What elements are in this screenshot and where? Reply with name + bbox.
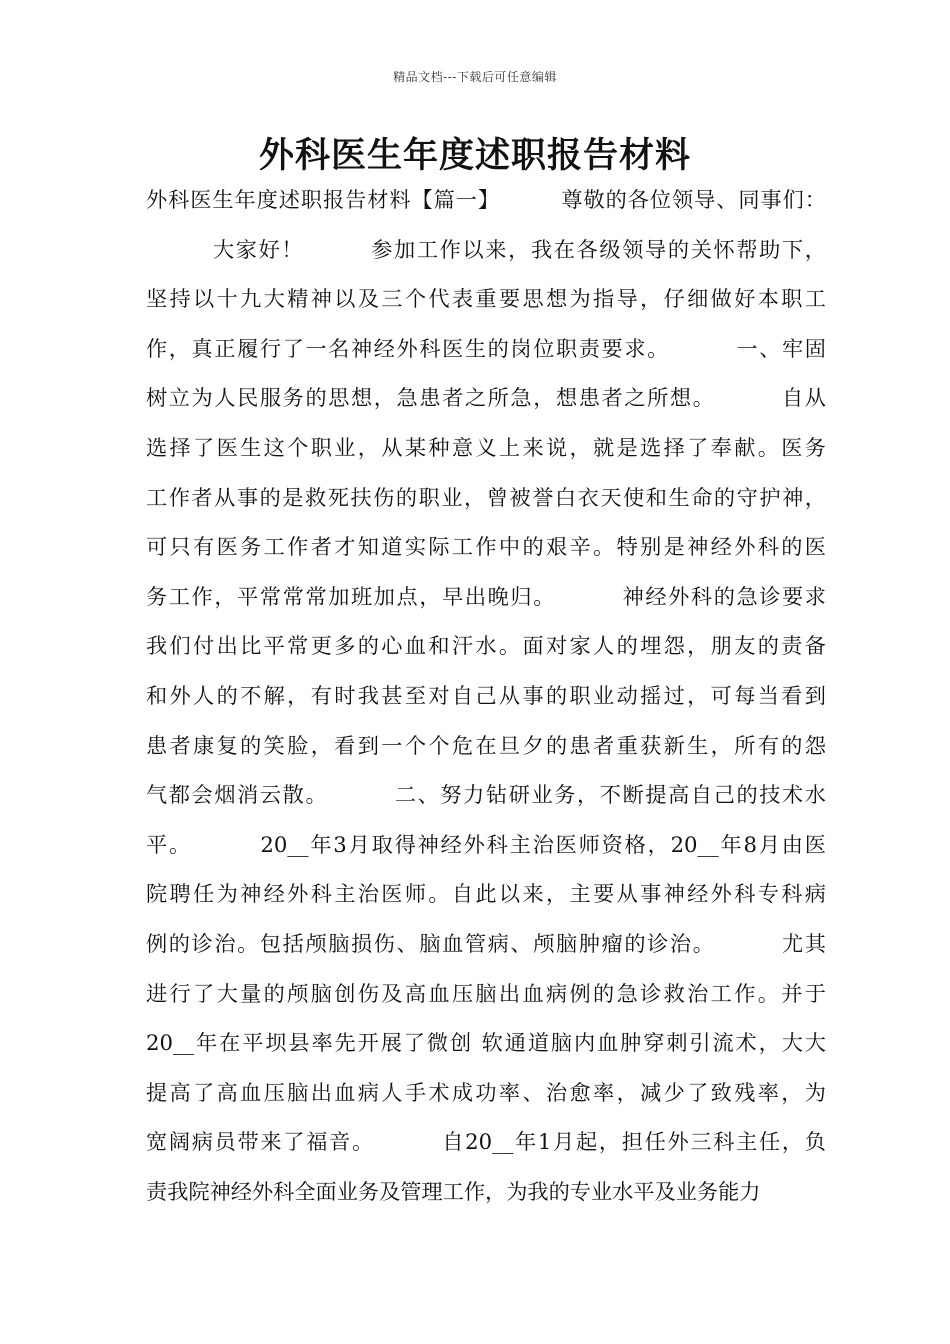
body-line: 坚持以十九大精神以及三个代表重要思想为指导，仔细做好本职工 [146,286,826,312]
body-line: 例的诊治。包括颅脑损伤、脑血管病、颅脑肿瘤的诊治。 尤其 [146,930,826,956]
body-line: 气都会烟消云散。 二、努力钻研业务，不断提高自己的技术水 [146,782,826,808]
body-line: 选择了医生这个职业，从某种意义上来说，就是选择了奉献。医务 [146,434,826,460]
body-line: 宽阔病员带来了福音。 自20__年1月起，担任外三科主任，负 [146,1129,826,1155]
body-line: 作，真正履行了一名神经外科医生的岗位职责要求。 一、牢固 [146,335,826,361]
body-line: 大家好！ 参加工作以来，我在各级领导的关怀帮助下， [146,236,826,262]
body-line: 和外人的不解，有时我甚至对自己从事的职业动摇过，可每当看到 [146,682,826,708]
document-title: 外科医生年度述职报告材料 [258,135,691,176]
body-line: 外科医生年度述职报告材料【篇一】 尊敬的各位领导、同事们： [146,187,826,212]
body-line: 务工作，平常常常加班加点，早出晚归。 神经外科的急诊要求 [146,583,826,609]
body-line: 院聘任为神经外科主治医师。自此以来，主要从事神经外科专科病 [146,881,826,907]
header-note: 精品文档---下载后可任意编辑 [393,70,557,84]
body-line: 患者康复的笑脸，看到一个个危在旦夕的患者重获新生，所有的怨 [146,732,826,758]
document-body [146,182,826,1223]
body-line: 平。 20__年3月取得神经外科主治医师资格，20__年8月由医 [146,831,826,857]
body-line: 我们付出比平常更多的心血和汗水。面对家人的埋怨，朋友的责备 [146,633,826,659]
body-line: 20__年在平坝县率先开展了微创 软通道脑内血肿穿刺引流术，大大 [146,1030,826,1056]
body-line: 树立为人民服务的思想，急患者之所急，想患者之所想。 自从 [146,385,826,411]
body-line: 提高了高血压脑出血病人手术成功率、治愈率，减少了致残率，为 [146,1079,826,1105]
body-line: 责我院神经外科全面业务及管理工作，为我的专业水平及业务能力 [146,1178,761,1204]
body-line: 工作者从事的是救死扶伤的职业，曾被誉白衣天使和生命的守护神， [146,484,826,510]
body-line: 进行了大量的颅脑创伤及高血压脑出血病例的急诊救治工作。并于 [146,980,826,1006]
body-line: 可只有医务工作者才知道实际工作中的艰辛。特别是神经外科的医 [146,534,826,560]
